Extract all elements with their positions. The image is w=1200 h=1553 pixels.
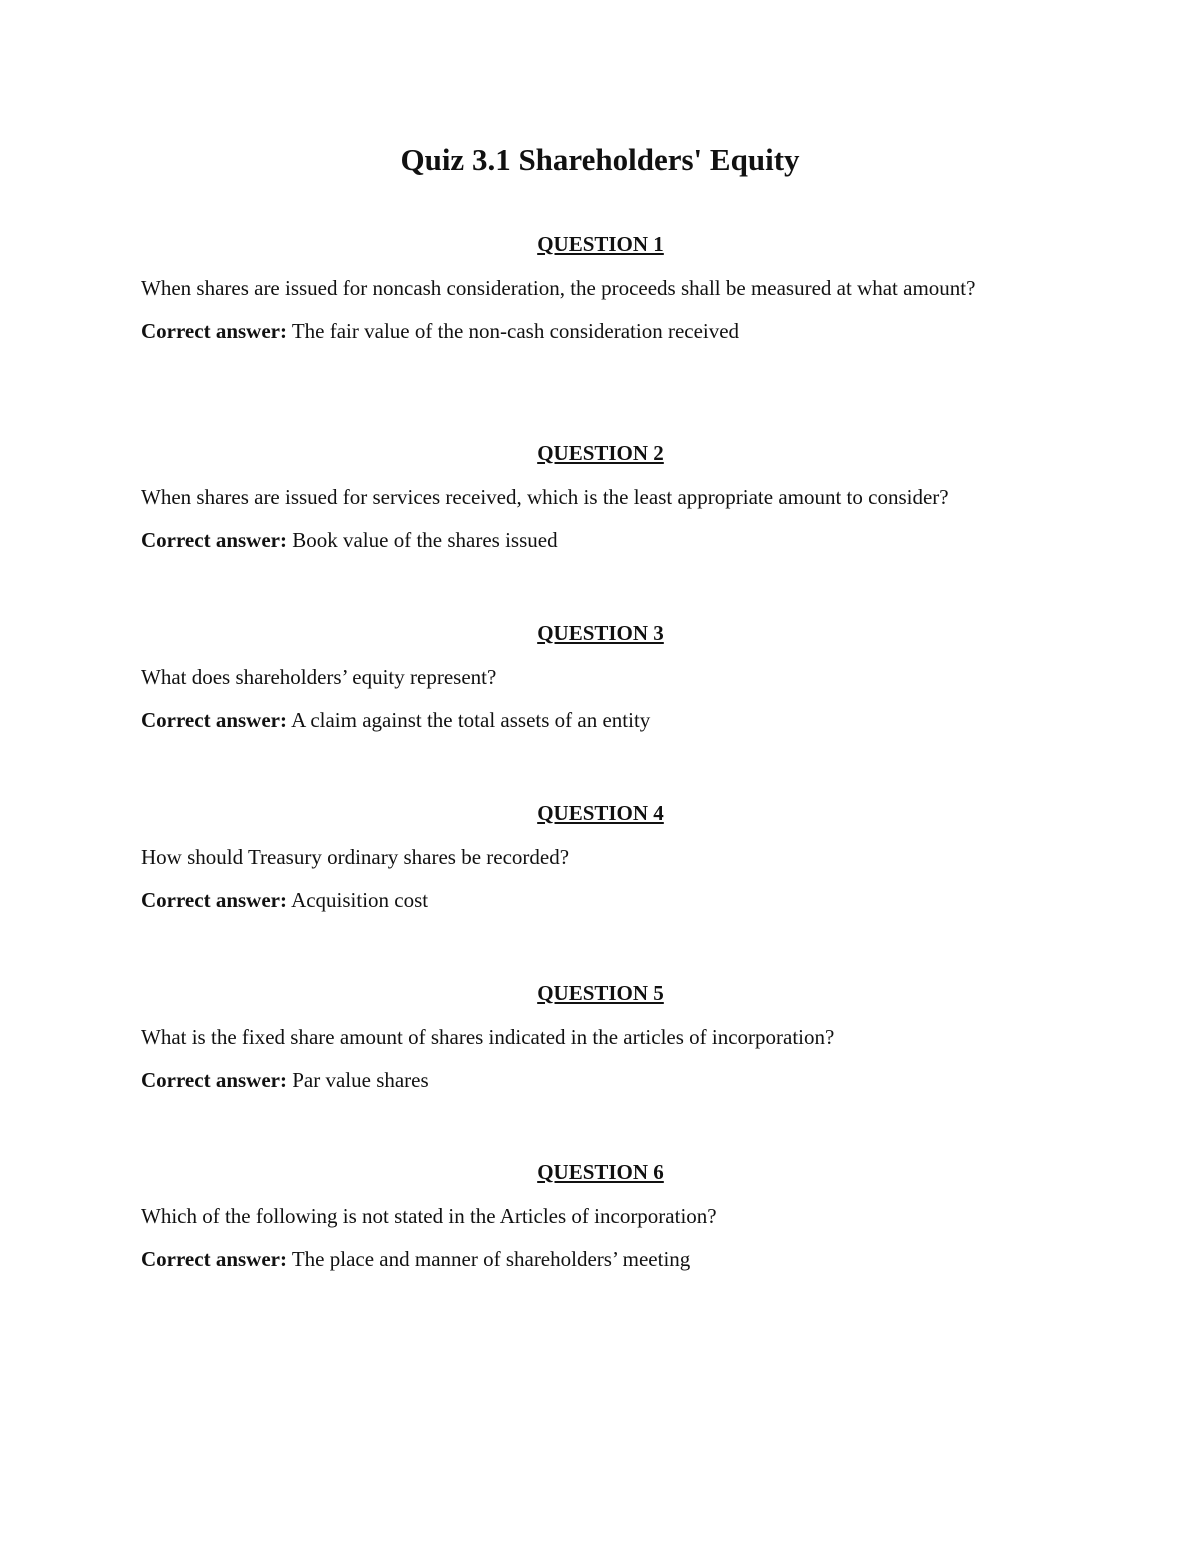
question-block-3: [141, 620, 1061, 735]
question-text: What is the fixed share amount of shares indicated in the articles of incorporation?: [141, 1025, 835, 1049]
question-answer: [141, 1245, 1061, 1274]
answer-label: Correct answer:: [141, 528, 287, 552]
question-heading: QUESTION 6: [537, 1160, 664, 1184]
answer-text: Book value of the shares issued: [292, 528, 558, 552]
question-heading: QUESTION 3: [537, 621, 664, 645]
question-block-5: [141, 980, 1061, 1095]
question-block-4: [141, 800, 1061, 915]
question-block-1: [141, 231, 1061, 346]
document-title: Quiz 3.1 Shareholders' Equity: [400, 142, 800, 177]
answer-label: Correct answer:: [141, 1247, 287, 1271]
question-heading: QUESTION 1: [537, 232, 664, 256]
answer-text: Acquisition cost: [291, 888, 429, 912]
question-answer: [141, 1066, 1061, 1095]
question-text: When shares are issued for noncash consideration, the proceeds shall be measured at what amount?: [141, 276, 976, 300]
answer-text: Par value shares: [292, 1068, 429, 1092]
question-answer: [141, 317, 1061, 346]
question-heading: QUESTION 5: [537, 981, 664, 1005]
answer-text: A claim against the total assets of an entity: [291, 708, 651, 732]
question-answer: [141, 706, 1061, 735]
question-text: How should Treasury ordinary shares be recorded?: [141, 845, 570, 869]
question-text: Which of the following is not stated in the Articles of incorporation?: [141, 1204, 717, 1228]
answer-label: Correct answer:: [141, 888, 287, 912]
question-text: When shares are issued for services received, which is the least appropriate amount to consider?: [141, 485, 949, 509]
question-block-2: [141, 440, 1061, 555]
question-answer: [141, 526, 1061, 555]
answer-text: The place and manner of shareholders’ meeting: [291, 1247, 691, 1271]
answer-label: Correct answer:: [141, 319, 287, 343]
answer-label: Correct answer:: [141, 708, 287, 732]
answer-label: Correct answer:: [141, 1068, 287, 1092]
question-heading: QUESTION 4: [537, 801, 664, 825]
question-answer: [141, 886, 1061, 915]
question-heading: QUESTION 2: [537, 441, 664, 465]
question-block-6: [141, 1159, 1061, 1274]
question-text: What does shareholders’ equity represent?: [141, 665, 497, 689]
answer-text: The fair value of the non-cash consideration received: [291, 319, 740, 343]
